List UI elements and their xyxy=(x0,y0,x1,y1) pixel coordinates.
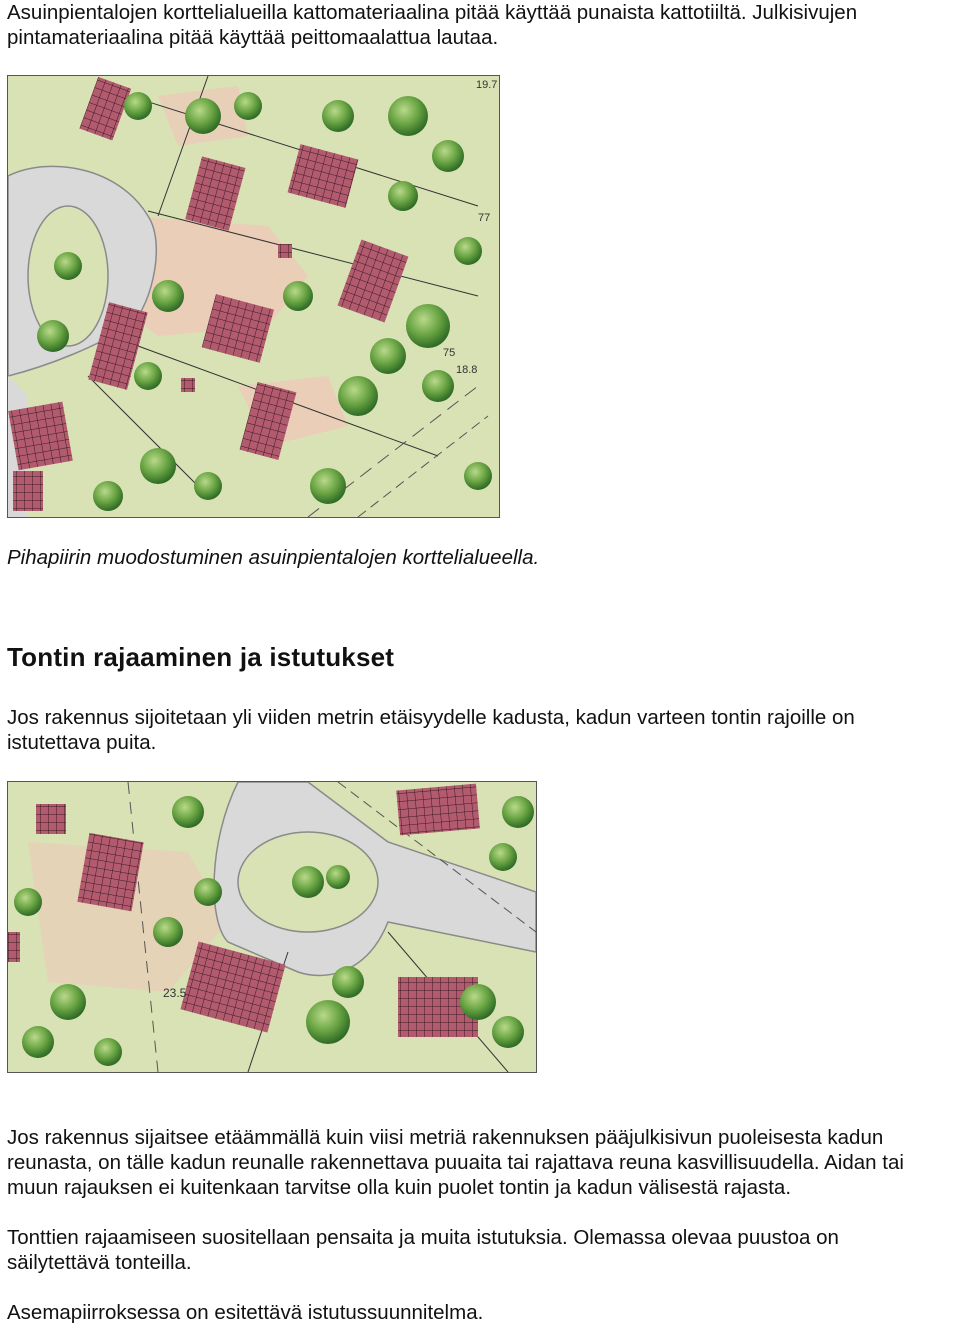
section-para-line-1: Jos rakennus sijoitetaan yli viiden metrin etäisyydelle kadusta, kadun varteen tontin rajoille on xyxy=(7,706,855,729)
height-label: 75 xyxy=(443,347,456,359)
para3-line-1: Tonttien rajaamiseen suositellaan pensaita ja muita istutuksia. Olemassa olevaa puustoa on xyxy=(7,1226,839,1249)
site-plan-figure-2 xyxy=(7,781,537,1073)
height-label: 23.5 xyxy=(163,986,187,1000)
figure-1-caption: Pihapiirin muodostuminen asuinpientalojen korttelialueella. xyxy=(7,546,540,569)
para3-line-2: säilytettävä tonteilla. xyxy=(7,1251,192,1274)
site-plan-drawing-1 xyxy=(8,76,499,517)
height-label: 77 xyxy=(478,212,491,224)
site-plan-figure-1 xyxy=(7,75,500,518)
height-label: 18.8 xyxy=(456,364,478,376)
section-para-line-2: istutettava puita. xyxy=(7,731,157,754)
intro-line-1: Asuinpientalojen korttelialueilla kattomateriaalina pitää käyttää punaista kattotiiltä. Julkisivujen xyxy=(7,1,858,24)
para4-line-1: Asemapiirroksessa on esitettävä istutussuunnitelma. xyxy=(7,1301,484,1324)
section-heading: Tontin rajaaminen ja istutukset xyxy=(7,642,395,672)
height-label: 19.7 xyxy=(476,79,498,91)
para2-line-2: reunasta, on tälle kadun reunalle rakennettava puuaita tai rajattava reuna kasvillisuudella. Aidan tai xyxy=(7,1151,904,1174)
site-plan-drawing-2 xyxy=(8,782,536,1072)
para2-line-1: Jos rakennus sijaitsee etäämmällä kuin viisi metriä rakennuksen pääjulkisivun puoleisesta kadun xyxy=(7,1126,884,1149)
intro-line-2: pintamateriaalina pitää käyttää peittomaalattua lautaa. xyxy=(7,26,499,49)
para2-line-3: muun rajauksen ei kuitenkaan tarvitse olla kuin puolet tontin ja kadun välisestä rajasta. xyxy=(7,1176,792,1199)
